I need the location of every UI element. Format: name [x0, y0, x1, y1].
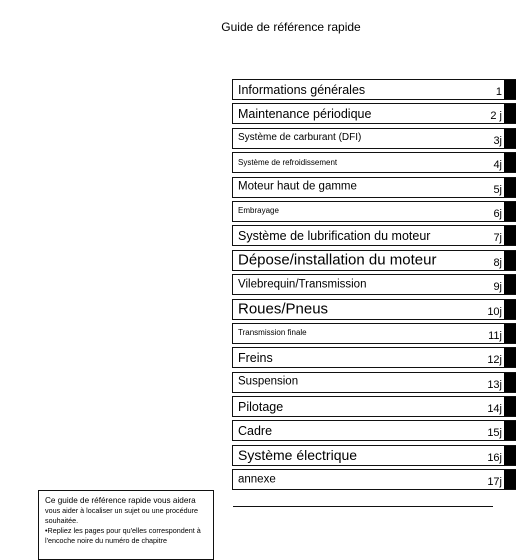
chapter-number: 4j — [493, 159, 502, 172]
chapter-entry[interactable] — [232, 177, 516, 198]
note-line: l'encoche noire du numéro de chapitre — [45, 536, 168, 545]
thumb-tab-marker — [504, 226, 516, 245]
chapter-label: Système électrique — [238, 447, 358, 464]
chapter-entry[interactable] — [232, 250, 516, 271]
chapter-entry[interactable] — [232, 420, 516, 441]
note-line: •Repliez les pages pour qu'elles correspondent à — [45, 526, 201, 535]
chapter-label: Cadre — [238, 423, 273, 438]
chapter-index — [232, 79, 516, 494]
chapter-number: 15j — [487, 427, 502, 440]
chapter-entry[interactable] — [232, 372, 516, 393]
chapter-label: Embrayage — [238, 206, 279, 216]
thumb-tab-marker — [504, 153, 516, 172]
chapter-number: 5j — [493, 183, 502, 196]
thumb-tab-marker — [504, 470, 516, 489]
thumb-tab-marker — [504, 421, 516, 440]
chapter-entry[interactable] — [232, 469, 516, 490]
chapter-label: Transmission finale — [238, 328, 307, 338]
thumb-tab-marker — [504, 275, 516, 294]
thumb-tab-marker — [504, 104, 516, 123]
page-title: Guide de référence rapide — [221, 20, 361, 34]
chapter-label: Dépose/installation du moteur — [238, 251, 437, 269]
note-line: souhaitée. — [45, 516, 79, 525]
chapter-entry[interactable] — [232, 152, 516, 173]
chapter-number: 1 — [495, 86, 502, 98]
note-line: Ce guide de référence rapide vous aidera — [45, 496, 196, 505]
chapter-entry[interactable] — [232, 274, 516, 295]
chapter-number: 17j — [487, 476, 502, 489]
chapter-entry[interactable] — [232, 323, 516, 344]
chapter-number: 8j — [493, 256, 502, 269]
thumb-tab-marker — [504, 129, 516, 148]
chapter-number: 13j — [487, 378, 502, 391]
chapter-label: Suspension — [238, 375, 299, 388]
chapter-number: 11j — [488, 329, 502, 342]
thumb-tab-marker — [504, 300, 516, 319]
thumb-tab-marker — [504, 251, 516, 270]
chapter-entry[interactable] — [232, 79, 516, 100]
chapter-entry[interactable] — [232, 225, 516, 246]
chapter-entry[interactable] — [232, 347, 516, 368]
chapter-label: Roues/Pneus — [238, 300, 329, 318]
thumb-tab-marker — [504, 178, 516, 197]
chapter-number: 9j — [493, 281, 502, 294]
thumb-tab-marker — [504, 397, 516, 416]
chapter-label: Système de carburant (DFI) — [238, 132, 362, 144]
chapter-entry[interactable] — [232, 396, 516, 417]
chapter-number: 10j — [487, 305, 502, 318]
thumb-tab-marker — [504, 348, 516, 367]
thumb-tab-marker — [504, 80, 516, 99]
chapter-number: 6j — [493, 207, 502, 220]
chapter-entry[interactable] — [232, 299, 516, 320]
chapter-label: Système de lubrification du moteur — [238, 228, 431, 243]
thumb-tab-marker — [504, 202, 516, 221]
divider — [233, 506, 493, 507]
chapter-label: Maintenance périodique — [238, 106, 372, 121]
chapter-entry[interactable] — [232, 445, 516, 466]
chapter-entry[interactable] — [232, 201, 516, 222]
chapter-number: 14j — [487, 403, 502, 416]
chapter-number: 3j — [493, 134, 502, 147]
usage-note — [38, 490, 214, 560]
chapter-number: 12j — [487, 354, 502, 367]
chapter-number: 7j — [493, 232, 502, 245]
chapter-entry[interactable] — [232, 128, 516, 149]
chapter-label: Pilotage — [238, 399, 284, 414]
thumb-tab-marker — [504, 373, 516, 392]
chapter-label: Système de refroidissement — [238, 157, 338, 167]
chapter-label: Vilebrequin/Transmission — [238, 277, 367, 290]
thumb-tab-marker — [504, 446, 516, 465]
thumb-tab-marker — [504, 324, 516, 343]
chapter-number: 16j — [487, 451, 502, 464]
chapter-number: 2 j — [490, 110, 502, 123]
chapter-label: Informations générales — [238, 82, 366, 97]
chapter-label: annexe — [238, 473, 276, 485]
chapter-entry[interactable] — [232, 103, 516, 124]
chapter-label: Freins — [238, 350, 273, 365]
note-line: vous aider à localiser un sujet ou une procédure — [45, 506, 199, 515]
chapter-label: Moteur haut de gamme — [238, 180, 357, 193]
